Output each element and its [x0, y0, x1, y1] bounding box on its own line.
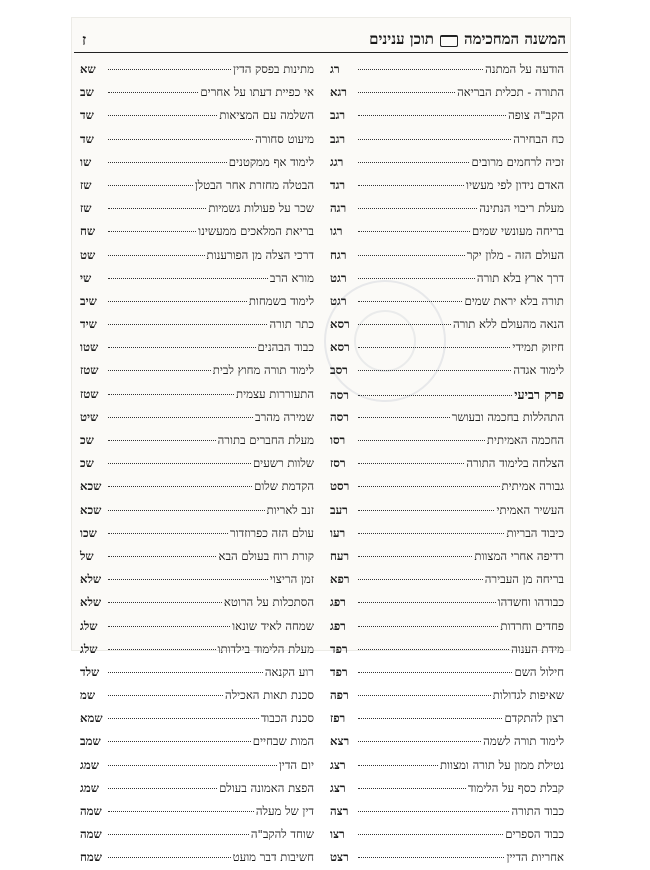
toc-entry-title: יום הדין	[278, 757, 314, 772]
toc-entry-title: גבורה אמיתית	[501, 479, 564, 494]
toc-entry	[80, 499, 314, 522]
toc-entry	[330, 591, 564, 614]
toc-entry	[330, 754, 564, 777]
toc-entry-title: לימוד תורה לשמה	[483, 734, 564, 749]
leader-dots	[358, 115, 506, 116]
toc-entry-title: שמחה לאיד שונאו	[232, 618, 314, 633]
toc-entry-page: שיב	[80, 293, 97, 308]
toc-entry-title: בריאת המלאכים ממעשינו	[198, 224, 314, 239]
toc-entry-page: רגח	[330, 247, 347, 262]
leader-dots	[358, 255, 465, 256]
page-number: ז	[82, 31, 87, 49]
toc-entry	[330, 475, 564, 498]
leader-dots	[108, 139, 253, 140]
leader-dots	[358, 834, 503, 835]
toc-entry-title: המות שבחיים	[252, 734, 314, 749]
leader-dots	[358, 765, 438, 766]
toc-entry-title: מתינות בפסק הדין	[233, 62, 314, 76]
toc-entry-page: שטז	[80, 363, 99, 378]
toc-entry-page: רעב	[330, 502, 348, 517]
toc-entry	[330, 58, 564, 81]
leader-dots	[358, 208, 477, 209]
leader-dots	[358, 278, 475, 279]
toc-entry	[80, 58, 314, 81]
leader-dots	[108, 486, 252, 487]
toc-entry-page: רצה	[330, 804, 349, 818]
toc-entry	[330, 800, 564, 823]
toc-entry-title: מיעוט סחורה	[255, 131, 314, 146]
toc-entry-page: רגט	[330, 293, 347, 308]
toc-entry-title: בריחה מן העבירה	[484, 572, 564, 587]
toc-entry-title: התעוררות עצמית	[236, 386, 314, 401]
leader-dots	[358, 579, 483, 580]
leader-dots	[108, 208, 206, 209]
leader-dots	[108, 324, 267, 325]
toc-entry	[330, 684, 564, 707]
leader-dots	[108, 741, 251, 742]
toc-entry-title: שכר על פעולות גשמיות	[208, 201, 314, 216]
toc-entry-title: עולם הזה כפרוזדור	[230, 525, 314, 540]
toc-entry-title: זנב לאריות	[266, 502, 314, 517]
toc-entry	[80, 267, 314, 290]
leader-dots	[358, 486, 500, 487]
toc-entry-page: רסז	[330, 456, 346, 471]
toc-entry-title: מידת הענוה	[511, 641, 564, 656]
toc-entry-page: רגו	[330, 224, 343, 239]
toc-entry-page: שמה	[80, 827, 102, 842]
toc-entry	[80, 313, 314, 336]
toc-entry-page: שז	[80, 177, 92, 192]
toc-entry-title: הודעה על המתנה	[485, 62, 564, 76]
toc-entry	[80, 754, 314, 777]
toc-entry-title: שוחד להקב"ה	[250, 827, 314, 842]
leader-dots	[108, 278, 268, 279]
toc-entry-title: מעלת החברים בתורה	[217, 433, 314, 447]
toc-entry	[330, 846, 564, 869]
toc-entry-page: רעו	[330, 525, 346, 540]
toc-entry-title: מעלת הלימוד בילדותו	[217, 641, 314, 656]
toc-entry-title: שלוות רשעים	[252, 456, 314, 471]
leader-dots	[108, 463, 251, 464]
toc-entry-page: רגב	[330, 108, 346, 123]
leader-dots	[108, 231, 196, 232]
toc-entry-page: שכ	[80, 456, 94, 471]
toc-entry-title: מורא הרב	[269, 270, 314, 285]
book-icon	[440, 35, 458, 45]
leader-dots	[358, 440, 485, 441]
toc-entry-title: כבודהו וחשדהו	[497, 595, 564, 610]
toc-entry	[330, 174, 564, 197]
toc-entry	[80, 244, 314, 267]
toc-entry-page: רפא	[330, 572, 350, 587]
toc-entry	[330, 615, 564, 638]
toc-entry	[80, 336, 314, 359]
toc-entry-title: נטילת ממון על תורה ומצוות	[439, 757, 564, 772]
toc-entry-title: קבלת כסף על הלימוד	[467, 780, 564, 795]
leader-dots	[108, 347, 256, 348]
leader-dots	[108, 626, 230, 627]
page-header	[72, 24, 570, 52]
toc-entry-title: הנאה מהעולם ללא תורה	[452, 317, 564, 332]
toc-entry	[80, 151, 314, 174]
leader-dots	[358, 626, 498, 627]
toc-entry-title: התורה - תכלית הבריאה	[457, 85, 564, 100]
toc-entry-page: שלא	[80, 572, 102, 587]
toc-entry-page: רפז	[330, 711, 346, 726]
toc-entry	[330, 522, 564, 545]
toc-entry-page: רגה	[330, 201, 347, 216]
toc-entry	[80, 545, 314, 568]
toc-entry	[80, 429, 314, 452]
toc-entry	[80, 661, 314, 684]
toc-entry	[80, 104, 314, 127]
toc-entry	[330, 104, 564, 127]
toc-entry-title: רדיפה אחרי המצוות	[474, 548, 564, 563]
toc-entry-page: רצט	[330, 850, 349, 865]
toc-entry-page: רצא	[330, 734, 350, 749]
leader-dots	[358, 695, 491, 696]
toc-entry-title: שאיפות לגדולות	[492, 688, 564, 703]
toc-entry	[80, 220, 314, 243]
leader-dots	[358, 741, 481, 742]
toc-column-right	[330, 58, 564, 870]
toc-entry-page: רפד	[330, 664, 348, 679]
leader-dots	[358, 92, 455, 93]
leader-dots	[108, 834, 249, 835]
toc-entry	[330, 777, 564, 800]
toc-entry	[80, 777, 314, 800]
toc-entry	[80, 684, 314, 707]
toc-entry-title: מעלת ריבוי הנתינה	[479, 201, 564, 216]
toc-entry-page: שב	[80, 85, 94, 100]
book-page	[72, 18, 570, 865]
toc-entry-page: שטז	[80, 386, 99, 401]
toc-entry-title: כתר תורה	[269, 317, 314, 332]
toc-entry-title: דרך ארץ בלא תורה	[476, 270, 564, 285]
toc-entry	[330, 638, 564, 661]
toc-entry-page: שלג	[80, 641, 98, 656]
toc-entry-page: רגד	[330, 177, 346, 192]
leader-dots	[358, 463, 464, 464]
leader-dots	[358, 510, 494, 511]
toc-entry	[330, 545, 564, 568]
toc-entry-page: רסא	[330, 340, 350, 355]
toc-entry-title: חיזוק תמידי	[512, 340, 564, 355]
toc-entry-page: שז	[80, 201, 92, 216]
toc-entry-page: שד	[80, 131, 94, 146]
toc-entry-title: העולם הזה - מלון יקר	[466, 247, 564, 262]
leader-dots	[108, 765, 277, 766]
toc-entry	[80, 81, 314, 104]
leader-dots	[358, 533, 504, 534]
toc-entry-title: רוע הקנאה	[264, 664, 314, 679]
leader-dots	[108, 301, 247, 302]
toc-entry-page: שט	[80, 247, 96, 262]
toc-entry	[80, 568, 314, 591]
toc-entry-title: סכנת הכבוד	[260, 711, 314, 726]
toc-entry-page: שיט	[80, 409, 99, 424]
toc-entry-title: חשיבות דבר מועט	[232, 850, 314, 865]
toc-entry	[330, 197, 564, 220]
toc-entry-title: הקב"ה צופה	[508, 108, 564, 123]
toc-entry	[80, 383, 314, 406]
leader-dots	[108, 695, 223, 696]
toc-entry-page: שכא	[80, 502, 102, 517]
leader-dots	[358, 347, 510, 348]
toc-entry-page: שיד	[80, 317, 97, 332]
toc-entry-page: רעח	[330, 548, 350, 563]
toc-entry-page: שמח	[80, 850, 102, 865]
toc-entry-page: שמג	[80, 757, 99, 772]
toc-entry-title: אי כפיית דעתו על אחרים	[200, 85, 314, 100]
toc-entry	[80, 197, 314, 220]
leader-dots	[108, 579, 268, 580]
toc-entry	[330, 313, 564, 336]
leader-dots	[108, 394, 234, 395]
toc-entry-page: רסה	[330, 409, 349, 424]
toc-entry-title: הסתכלות על הרוטא	[223, 595, 314, 610]
toc-entry-page: שי	[80, 270, 92, 285]
toc-entry-title: כיבוד הבריות	[506, 525, 564, 540]
toc-entry-title: זמן הריצוי	[269, 572, 314, 587]
toc-entry	[330, 81, 564, 104]
leader-dots	[358, 672, 512, 673]
toc-entry	[330, 406, 564, 429]
toc-entry-title: דין של מעלה	[255, 804, 314, 818]
toc-entry	[330, 244, 564, 267]
toc-entry-title: החכמה האמיתית	[486, 433, 564, 447]
toc-entry	[330, 220, 564, 243]
toc-entry-page: רפג	[330, 595, 346, 610]
leader-dots	[108, 440, 216, 441]
toc-entry-page: שד	[80, 108, 94, 123]
toc-entry-title: בריחה מעונשי שמים	[472, 224, 564, 239]
toc-entry-title: הפצת האמונה בעולם	[219, 780, 314, 795]
leader-dots	[358, 811, 509, 812]
leader-dots	[108, 115, 217, 116]
toc-entry	[330, 730, 564, 753]
toc-entry	[80, 615, 314, 638]
toc-entry-title: אחריות הדיין	[506, 850, 564, 865]
leader-dots	[358, 395, 512, 396]
toc-entry-page: שכו	[80, 525, 97, 540]
toc-entry	[80, 638, 314, 661]
toc-entry-title: לימוד אף ממקטנים	[228, 154, 314, 169]
toc-entry-page: שלא	[80, 595, 102, 610]
leader-dots	[108, 370, 211, 371]
toc-entry-title: חילול השם	[514, 664, 564, 679]
toc-entry-title: לימוד אגדה	[513, 363, 564, 378]
toc-entry-page: שמג	[80, 780, 99, 795]
toc-entry-title: פרק רביעי	[514, 386, 564, 402]
leader-dots	[358, 139, 511, 140]
toc-entry	[330, 128, 564, 151]
toc-entry-page: רגא	[330, 85, 347, 100]
toc-entry-title: הקדמת שלום	[254, 479, 314, 494]
toc-entry	[80, 174, 314, 197]
toc-column-left	[80, 58, 314, 870]
toc-entry-title: קורת רוח בעולם הבא	[218, 548, 314, 563]
leader-dots	[358, 185, 464, 186]
toc-entry-page: רג	[330, 62, 340, 76]
leader-dots	[358, 301, 462, 302]
leader-dots	[108, 556, 216, 557]
toc-entry	[80, 823, 314, 846]
toc-entry-page: רגב	[330, 131, 346, 146]
toc-entry	[330, 336, 564, 359]
toc-entry-page: שטו	[80, 340, 99, 355]
toc-entry	[330, 452, 564, 475]
leader-dots	[358, 718, 502, 719]
toc-entry	[330, 151, 564, 174]
leader-dots	[108, 510, 265, 511]
leader-dots	[358, 602, 496, 603]
toc-entry	[330, 661, 564, 684]
toc-entry-title: פחדים וחרדות	[500, 618, 564, 633]
leader-dots	[358, 788, 466, 789]
toc-entry	[80, 290, 314, 313]
toc-entry-page: רצו	[330, 827, 345, 842]
toc-entry	[330, 429, 564, 452]
toc-entry-title: שמירה מהרב	[255, 409, 314, 424]
toc-entry-title: האדם נידון לפי מעשיו	[466, 177, 564, 192]
leader-dots	[358, 370, 511, 371]
toc-entry-title: כבוד הבהנים	[257, 340, 314, 355]
toc-entry-title: הצלחה בלימוד התורה	[466, 456, 564, 471]
leader-dots	[358, 857, 504, 858]
leader-dots	[358, 324, 451, 325]
leader-dots	[358, 162, 469, 163]
toc-entry-page: רפה	[330, 688, 349, 703]
toc-entry-title: העשיר האמיתי	[496, 502, 564, 517]
leader-dots	[358, 231, 470, 232]
toc-entry-page: שמ	[80, 688, 96, 703]
leader-dots	[108, 602, 222, 603]
toc-entry	[80, 452, 314, 475]
toc-entry-title: תורה בלא יראת שמים	[464, 293, 564, 308]
toc-entry	[80, 406, 314, 429]
toc-entry	[330, 568, 564, 591]
leader-dots	[108, 672, 263, 673]
toc-entry-page: רצג	[330, 780, 346, 795]
leader-dots	[108, 811, 254, 812]
toc-entry-title: דרכי הצלה מן הפורענות	[206, 247, 314, 262]
toc-entry-page: שמב	[80, 734, 101, 749]
toc-entry-page: רסב	[330, 363, 348, 378]
toc-entry	[80, 846, 314, 869]
leader-dots	[108, 185, 193, 186]
toc-entry-page: רפד	[330, 641, 348, 656]
leader-dots	[358, 69, 483, 70]
toc-entry-title: התהללות בחכמה ובעושר	[451, 409, 564, 424]
leader-dots	[108, 92, 198, 93]
toc-entry-page: שא	[80, 62, 96, 76]
toc-entry-title: לימוד בשמחות	[248, 293, 314, 308]
leader-dots	[358, 417, 450, 418]
section-title: תוכן ענינים	[369, 30, 434, 48]
toc-entry-title: הבטלה מחזרת אחר הבטלן	[194, 177, 314, 192]
toc-entry-page: שכא	[80, 479, 102, 494]
toc-entry-page: רסא	[330, 317, 350, 332]
toc-entry-page: רסו	[330, 433, 346, 447]
leader-dots	[108, 255, 205, 256]
header-rule	[74, 52, 568, 53]
toc-entry-page: רגג	[330, 154, 344, 169]
toc-entry-page: רסה	[330, 387, 349, 402]
toc-entry-title: כבוד התורה	[511, 804, 564, 818]
toc-entry	[80, 522, 314, 545]
toc-entry-page: שח	[80, 224, 96, 239]
toc-entry-page: שלד	[80, 664, 100, 679]
toc-entry	[330, 499, 564, 522]
toc-entry-title: כבוד הספרים	[505, 827, 564, 842]
toc-entry-page: שו	[80, 154, 92, 169]
toc-entry-page: שכ	[80, 433, 94, 447]
book-title: המשנה המחכימה	[463, 30, 566, 48]
leader-dots	[358, 556, 472, 557]
toc-entry-page: שמא	[80, 711, 103, 726]
toc-entry-page: של	[80, 548, 94, 563]
toc-entry-title: כח הבחירה	[513, 131, 564, 146]
toc-entry-title: לימוד תורה מחוץ לבית	[212, 363, 314, 378]
toc-entry	[330, 707, 564, 730]
running-title	[369, 30, 566, 49]
toc-entry-title: סכנת תאות האכילה	[225, 688, 314, 703]
toc-entry-title: השלמה עם המציאות	[219, 108, 314, 123]
toc-entry	[330, 267, 564, 290]
leader-dots	[108, 718, 259, 719]
toc-entry	[80, 359, 314, 382]
toc-entry	[330, 359, 564, 382]
leader-dots	[108, 162, 227, 163]
toc-entry-page: שמה	[80, 804, 102, 818]
toc-entry-title: רצון להתקדם	[504, 711, 564, 726]
toc-entry	[80, 591, 314, 614]
toc-entry	[330, 823, 564, 846]
toc-entry	[80, 800, 314, 823]
toc-entry	[80, 730, 314, 753]
leader-dots	[108, 857, 231, 858]
toc-entry	[80, 128, 314, 151]
toc-chapter-heading	[330, 383, 564, 406]
toc-entry-page: שלג	[80, 618, 98, 633]
toc-entry-page: רסט	[330, 479, 350, 494]
leader-dots	[108, 533, 228, 534]
toc-entry-page: רגט	[330, 270, 347, 285]
toc-entry	[330, 290, 564, 313]
toc-entry-page: רפג	[330, 618, 346, 633]
toc-entry	[80, 707, 314, 730]
toc-entry-title: זכיה לרחמים מרובים	[471, 154, 564, 169]
toc-entry	[80, 475, 314, 498]
leader-dots	[108, 69, 231, 70]
toc-entry-page: רצג	[330, 757, 346, 772]
leader-dots	[108, 788, 217, 789]
leader-dots	[108, 417, 253, 418]
